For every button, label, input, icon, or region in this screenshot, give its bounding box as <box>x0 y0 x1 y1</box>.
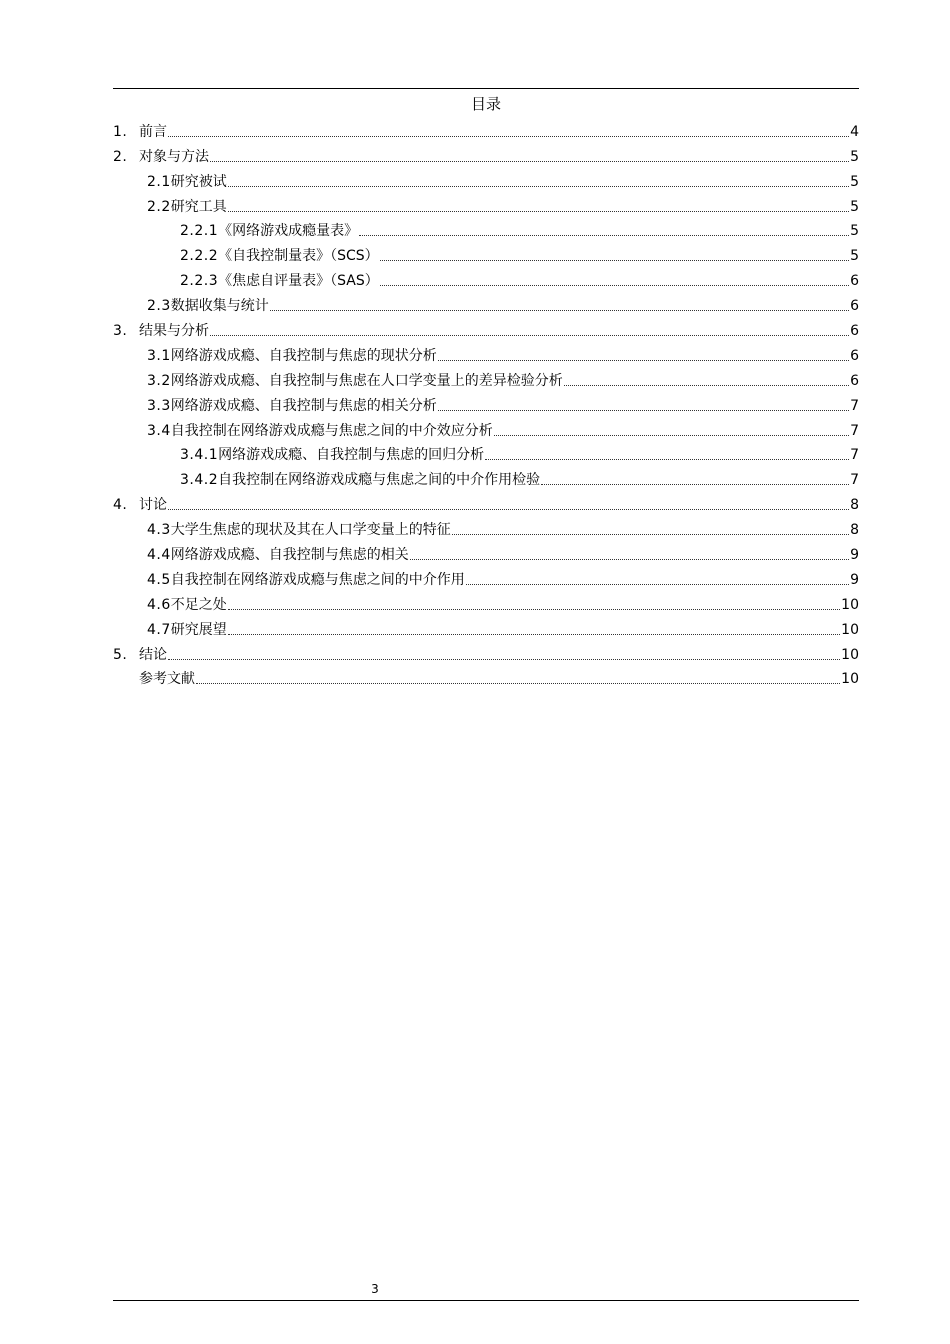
toc-entry-title: 不足之处 <box>170 596 227 613</box>
toc-leader-dots <box>564 385 849 386</box>
toc-entry[interactable] <box>113 316 859 341</box>
toc-entry-title: 讨论 <box>139 497 167 514</box>
toc-leader-dots <box>228 186 849 187</box>
toc-entry-page: 4 <box>850 123 859 140</box>
toc-entry[interactable] <box>113 565 859 590</box>
toc-entry-title: 对象与方法 <box>139 148 209 165</box>
toc-entry-title: 参考文献 <box>139 671 195 688</box>
toc-entry-number: 3.3 <box>147 397 171 414</box>
toc-entry-number: 1. <box>113 123 128 140</box>
toc-entry-title: 网络游戏成瘾、自我控制与焦虑的相关分析 <box>170 397 437 414</box>
toc-leader-dots <box>168 509 849 510</box>
toc-entry-number: 4. <box>113 497 128 514</box>
toc-leader-dots <box>438 360 849 361</box>
toc-leader-dots <box>485 459 849 460</box>
toc-leader-dots <box>228 634 840 635</box>
toc-entry-number: 2.2.1 <box>180 223 219 240</box>
toc-leader-dots <box>168 136 849 137</box>
toc-leader-dots <box>210 161 849 162</box>
toc-entry-number: 4.4 <box>147 547 171 564</box>
toc-entry-number: 2.2.3 <box>180 273 219 290</box>
toc-entry[interactable] <box>113 490 859 515</box>
toc-entry[interactable] <box>113 391 859 416</box>
toc-entry-number: 2.1 <box>147 173 171 190</box>
toc-entry[interactable] <box>113 241 859 266</box>
toc-entry-page: 7 <box>850 397 859 414</box>
toc-entry-title: 网络游戏成瘾、自我控制与焦虑的相关 <box>170 547 409 564</box>
toc-entry-title: 前言 <box>139 123 167 140</box>
toc-entry[interactable] <box>113 465 859 490</box>
toc-entry[interactable] <box>113 590 859 615</box>
header-rule <box>113 88 859 89</box>
toc-entry-title: 结论 <box>139 646 167 663</box>
toc-entry[interactable] <box>113 167 859 192</box>
toc-leader-dots <box>196 683 840 684</box>
toc-entry-page: 6 <box>850 323 859 340</box>
toc-entry-title: 结果与分析 <box>139 323 209 340</box>
toc-entry-page: 9 <box>850 571 859 588</box>
toc-entry-number: 2.2 <box>147 198 171 215</box>
toc-entry-number: 4.5 <box>147 571 171 588</box>
toc-leader-dots <box>359 235 849 236</box>
toc-entry-title: 研究展望 <box>170 621 227 638</box>
toc-entry[interactable] <box>113 291 859 316</box>
toc-entry-page: 9 <box>850 547 859 564</box>
toc-entry-page: 6 <box>850 298 859 315</box>
toc-leader-dots <box>228 211 849 212</box>
toc-entry-number: 3. <box>113 323 128 340</box>
toc-entry-page: 8 <box>850 497 859 514</box>
toc-leader-dots <box>168 659 840 660</box>
toc-entry-page: 7 <box>850 422 859 439</box>
toc-entry-page: 6 <box>850 372 859 389</box>
toc-entry-number: 3.4 <box>147 422 171 439</box>
toc-entry[interactable] <box>113 366 859 391</box>
toc-entry-number: 3.2 <box>147 372 171 389</box>
toc-entry-number: 3.4.1 <box>180 447 219 464</box>
toc-leader-dots <box>438 410 849 411</box>
toc-entry-number: 3.1 <box>147 347 171 364</box>
toc-entry-number: 4.3 <box>147 522 171 539</box>
toc-entry-title: 网络游戏成瘾、自我控制与焦虑的回归分析 <box>218 447 485 464</box>
toc-entry[interactable] <box>113 117 859 142</box>
toc-entry-title: 研究被试 <box>170 173 227 190</box>
toc-entry-page: 6 <box>850 273 859 290</box>
toc-entry-page: 10 <box>841 646 859 663</box>
toc-entry-page: 5 <box>850 198 859 215</box>
toc-entry-title: 研究工具 <box>170 198 227 215</box>
toc-entry-title: 数据收集与统计 <box>170 298 269 315</box>
toc-entry-title: 《自我控制量表》（SCS） <box>218 248 379 265</box>
toc-entry-number: 2.2.2 <box>180 248 219 265</box>
toc-leader-dots <box>270 310 849 311</box>
toc-entry-title: 自我控制在网络游戏成瘾与焦虑之间的中介作用检验 <box>218 472 541 489</box>
toc-entry[interactable] <box>113 540 859 565</box>
toc-leader-dots <box>541 484 849 485</box>
toc-entry-number: 3.4.2 <box>180 472 219 489</box>
toc-entry-page: 10 <box>841 596 859 613</box>
toc-entry[interactable] <box>113 217 859 242</box>
toc-entry-page: 10 <box>841 621 859 638</box>
toc-entry-number: 4.6 <box>147 596 171 613</box>
toc-entry-page: 8 <box>850 522 859 539</box>
toc-entry[interactable] <box>113 441 859 466</box>
toc-leader-dots <box>228 609 840 610</box>
toc-entry-title: 自我控制在网络游戏成瘾与焦虑之间的中介作用 <box>170 571 465 588</box>
toc-leader-dots <box>494 435 849 436</box>
toc-entry-title: 网络游戏成瘾、自我控制与焦虑的现状分析 <box>170 347 437 364</box>
toc-entry-number: 4.7 <box>147 621 171 638</box>
toc-entry-page: 5 <box>850 173 859 190</box>
toc-entry-title: 《网络游戏成瘾量表》 <box>218 223 359 240</box>
toc-entry-title: 《焦虑自评量表》（SAS） <box>218 273 379 290</box>
toc-entry[interactable] <box>113 615 859 640</box>
toc-entry-page: 7 <box>850 472 859 489</box>
toc-leader-dots <box>380 260 849 261</box>
toc-entry-title: 网络游戏成瘾、自我控制与焦虑在人口学变量上的差异检验分析 <box>170 372 563 389</box>
table-of-contents <box>113 117 859 689</box>
toc-leader-dots <box>466 584 849 585</box>
toc-entry[interactable] <box>113 192 859 217</box>
toc-entry[interactable] <box>113 416 859 441</box>
toc-entry[interactable] <box>113 665 859 690</box>
toc-entry[interactable] <box>113 341 859 366</box>
footer-page-number: 3 <box>371 1282 379 1296</box>
toc-entry-title: 大学生焦虑的现状及其在人口学变量上的特征 <box>170 522 451 539</box>
toc-entry-page: 7 <box>850 447 859 464</box>
toc-entry-number: 5. <box>113 646 128 663</box>
toc-entry-number: 2. <box>113 148 128 165</box>
toc-leader-dots <box>210 335 849 336</box>
toc-entry[interactable] <box>113 142 859 167</box>
toc-entry[interactable] <box>113 640 859 665</box>
toc-entry-number: 2.3 <box>147 298 171 315</box>
toc-leader-dots <box>410 559 849 560</box>
toc-entry-page: 5 <box>850 248 859 265</box>
footer-rule <box>113 1300 859 1301</box>
toc-entry[interactable] <box>113 515 859 540</box>
toc-entry-page: 6 <box>850 347 859 364</box>
toc-leader-dots <box>452 534 849 535</box>
toc-entry[interactable] <box>113 266 859 291</box>
toc-entry-page: 5 <box>850 148 859 165</box>
toc-entry-page: 5 <box>850 223 859 240</box>
toc-leader-dots <box>380 285 849 286</box>
toc-title: 目录 <box>470 95 501 113</box>
toc-entry-title: 自我控制在网络游戏成瘾与焦虑之间的中介效应分析 <box>170 422 493 439</box>
toc-entry-page: 10 <box>841 671 859 688</box>
